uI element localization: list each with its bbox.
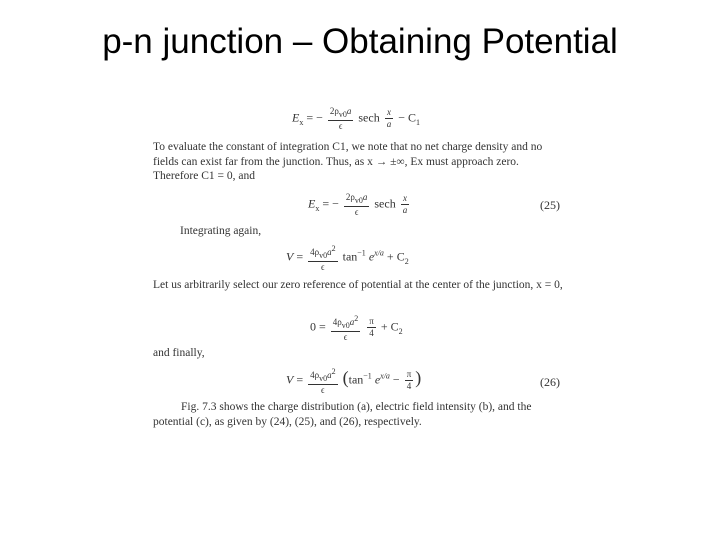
frac-num-sup: 2 <box>331 367 336 376</box>
frac-num-sup: 2 <box>331 244 336 253</box>
equation-zero-reference <box>310 313 403 343</box>
textbook-excerpt <box>150 100 570 435</box>
frac-num: x <box>401 193 410 205</box>
equation-number: (26) <box>540 375 560 389</box>
eq-tail: + C <box>380 319 399 334</box>
frac-den: ϵ <box>343 331 348 342</box>
eq-sign: = <box>319 319 326 334</box>
frac-num-sup: 2 <box>354 314 359 323</box>
paragraph-figure-reference: Fig. 7.3 shows the charge distribution (a), electric field intensity (b), and the potential (c), as given by (24), (25), and (26), respectively. <box>153 401 532 428</box>
eq-lhs: 0 <box>310 319 316 334</box>
eq-lhs: E <box>308 196 316 211</box>
frac-num-tail: a <box>349 317 355 327</box>
frac-num-sub: v0 <box>319 250 328 260</box>
eq-sign: = <box>296 249 304 264</box>
eq-lhs: V <box>286 372 294 387</box>
eq-tail-sub: 1 <box>416 118 420 128</box>
frac-num: 4ρ <box>310 370 320 380</box>
frac-num-sub: v0 <box>338 109 347 119</box>
slide-title: p-n junction – Obtaining Potential <box>102 22 618 61</box>
eq-open-paren: ( <box>342 367 349 388</box>
eq-function-sup: −1 <box>357 248 366 258</box>
paragraph-zero-reference: Let us arbitrarily select our zero reference of potential at the center of the junction, x = 0, <box>153 279 563 291</box>
frac-num-sub: v0 <box>319 373 328 383</box>
frac-num-sub: v0 <box>341 320 350 330</box>
frac-den: ϵ <box>354 206 359 217</box>
frac-num-tail: a <box>327 247 332 257</box>
frac-num: 4ρ <box>332 317 342 327</box>
eq-function: tan <box>348 372 364 387</box>
eq-function-sup: −1 <box>363 371 372 381</box>
eq-lhs: V <box>286 249 294 264</box>
eq-arg-sup: x/a <box>380 371 390 381</box>
frac-den: ϵ <box>338 120 343 131</box>
eq-minus: − <box>392 372 400 387</box>
frac-num-tail: a <box>327 370 332 380</box>
eq-tail: + C <box>386 249 405 264</box>
equation-26 <box>286 366 421 396</box>
paragraph-integrating: Integrating again, <box>180 225 262 237</box>
frac-num-tail: a <box>362 192 368 202</box>
equation-25 <box>308 192 411 218</box>
eq-function: sech <box>374 196 396 211</box>
eq-sign: = − <box>306 110 323 125</box>
eq-close-paren: ) <box>415 367 422 388</box>
frac-num: π <box>369 316 374 327</box>
eq-lhs-sub: x <box>299 118 304 128</box>
frac-num: 4ρ <box>310 247 320 257</box>
fraction <box>385 107 394 130</box>
fraction <box>308 366 338 396</box>
paragraph-constant: To evaluate the constant of integration C1, we note that no net charge density and no fields can exist far from the junction. Thus, as x → ±∞, Ex must approach zero. Therefore C1 = 0, and <box>153 141 543 182</box>
frac-den: 4 <box>369 328 374 339</box>
eq-arg: e <box>368 249 375 264</box>
fraction <box>401 193 410 216</box>
frac-num: 2ρ <box>345 192 355 202</box>
eq-arg: e <box>374 372 381 387</box>
equation-potential-general <box>286 243 409 273</box>
eq-lhs-sub: x <box>315 204 320 214</box>
frac-num: x <box>385 107 394 119</box>
frac-den: ϵ <box>321 261 325 272</box>
eq-tail: − C <box>398 110 416 125</box>
equation-number: (25) <box>540 198 560 212</box>
paragraph-finally: and finally, <box>153 347 205 359</box>
fraction <box>367 316 376 339</box>
frac-den: ϵ <box>321 384 325 395</box>
fraction <box>328 106 354 132</box>
fraction <box>331 313 361 343</box>
frac-num-sub: v0 <box>354 195 363 205</box>
frac-den: a <box>402 205 408 216</box>
frac-num: π <box>406 369 412 380</box>
eq-lhs: E <box>292 110 300 125</box>
eq-sign: = − <box>322 196 339 211</box>
frac-num-tail: a <box>346 106 352 116</box>
frac-num: 2ρ <box>329 106 339 116</box>
fraction <box>405 369 414 392</box>
eq-sign: = <box>296 372 304 387</box>
fraction <box>308 243 338 273</box>
eq-function: sech <box>358 110 380 125</box>
eq-arg-sup: x/a <box>374 248 384 258</box>
equation-field-general <box>292 106 420 132</box>
frac-den: a <box>386 119 392 130</box>
eq-tail-sub: 2 <box>404 257 409 267</box>
fraction <box>344 192 370 218</box>
frac-den: 4 <box>406 381 412 392</box>
eq-tail-sub: 2 <box>398 327 403 337</box>
eq-function: tan <box>342 249 358 264</box>
